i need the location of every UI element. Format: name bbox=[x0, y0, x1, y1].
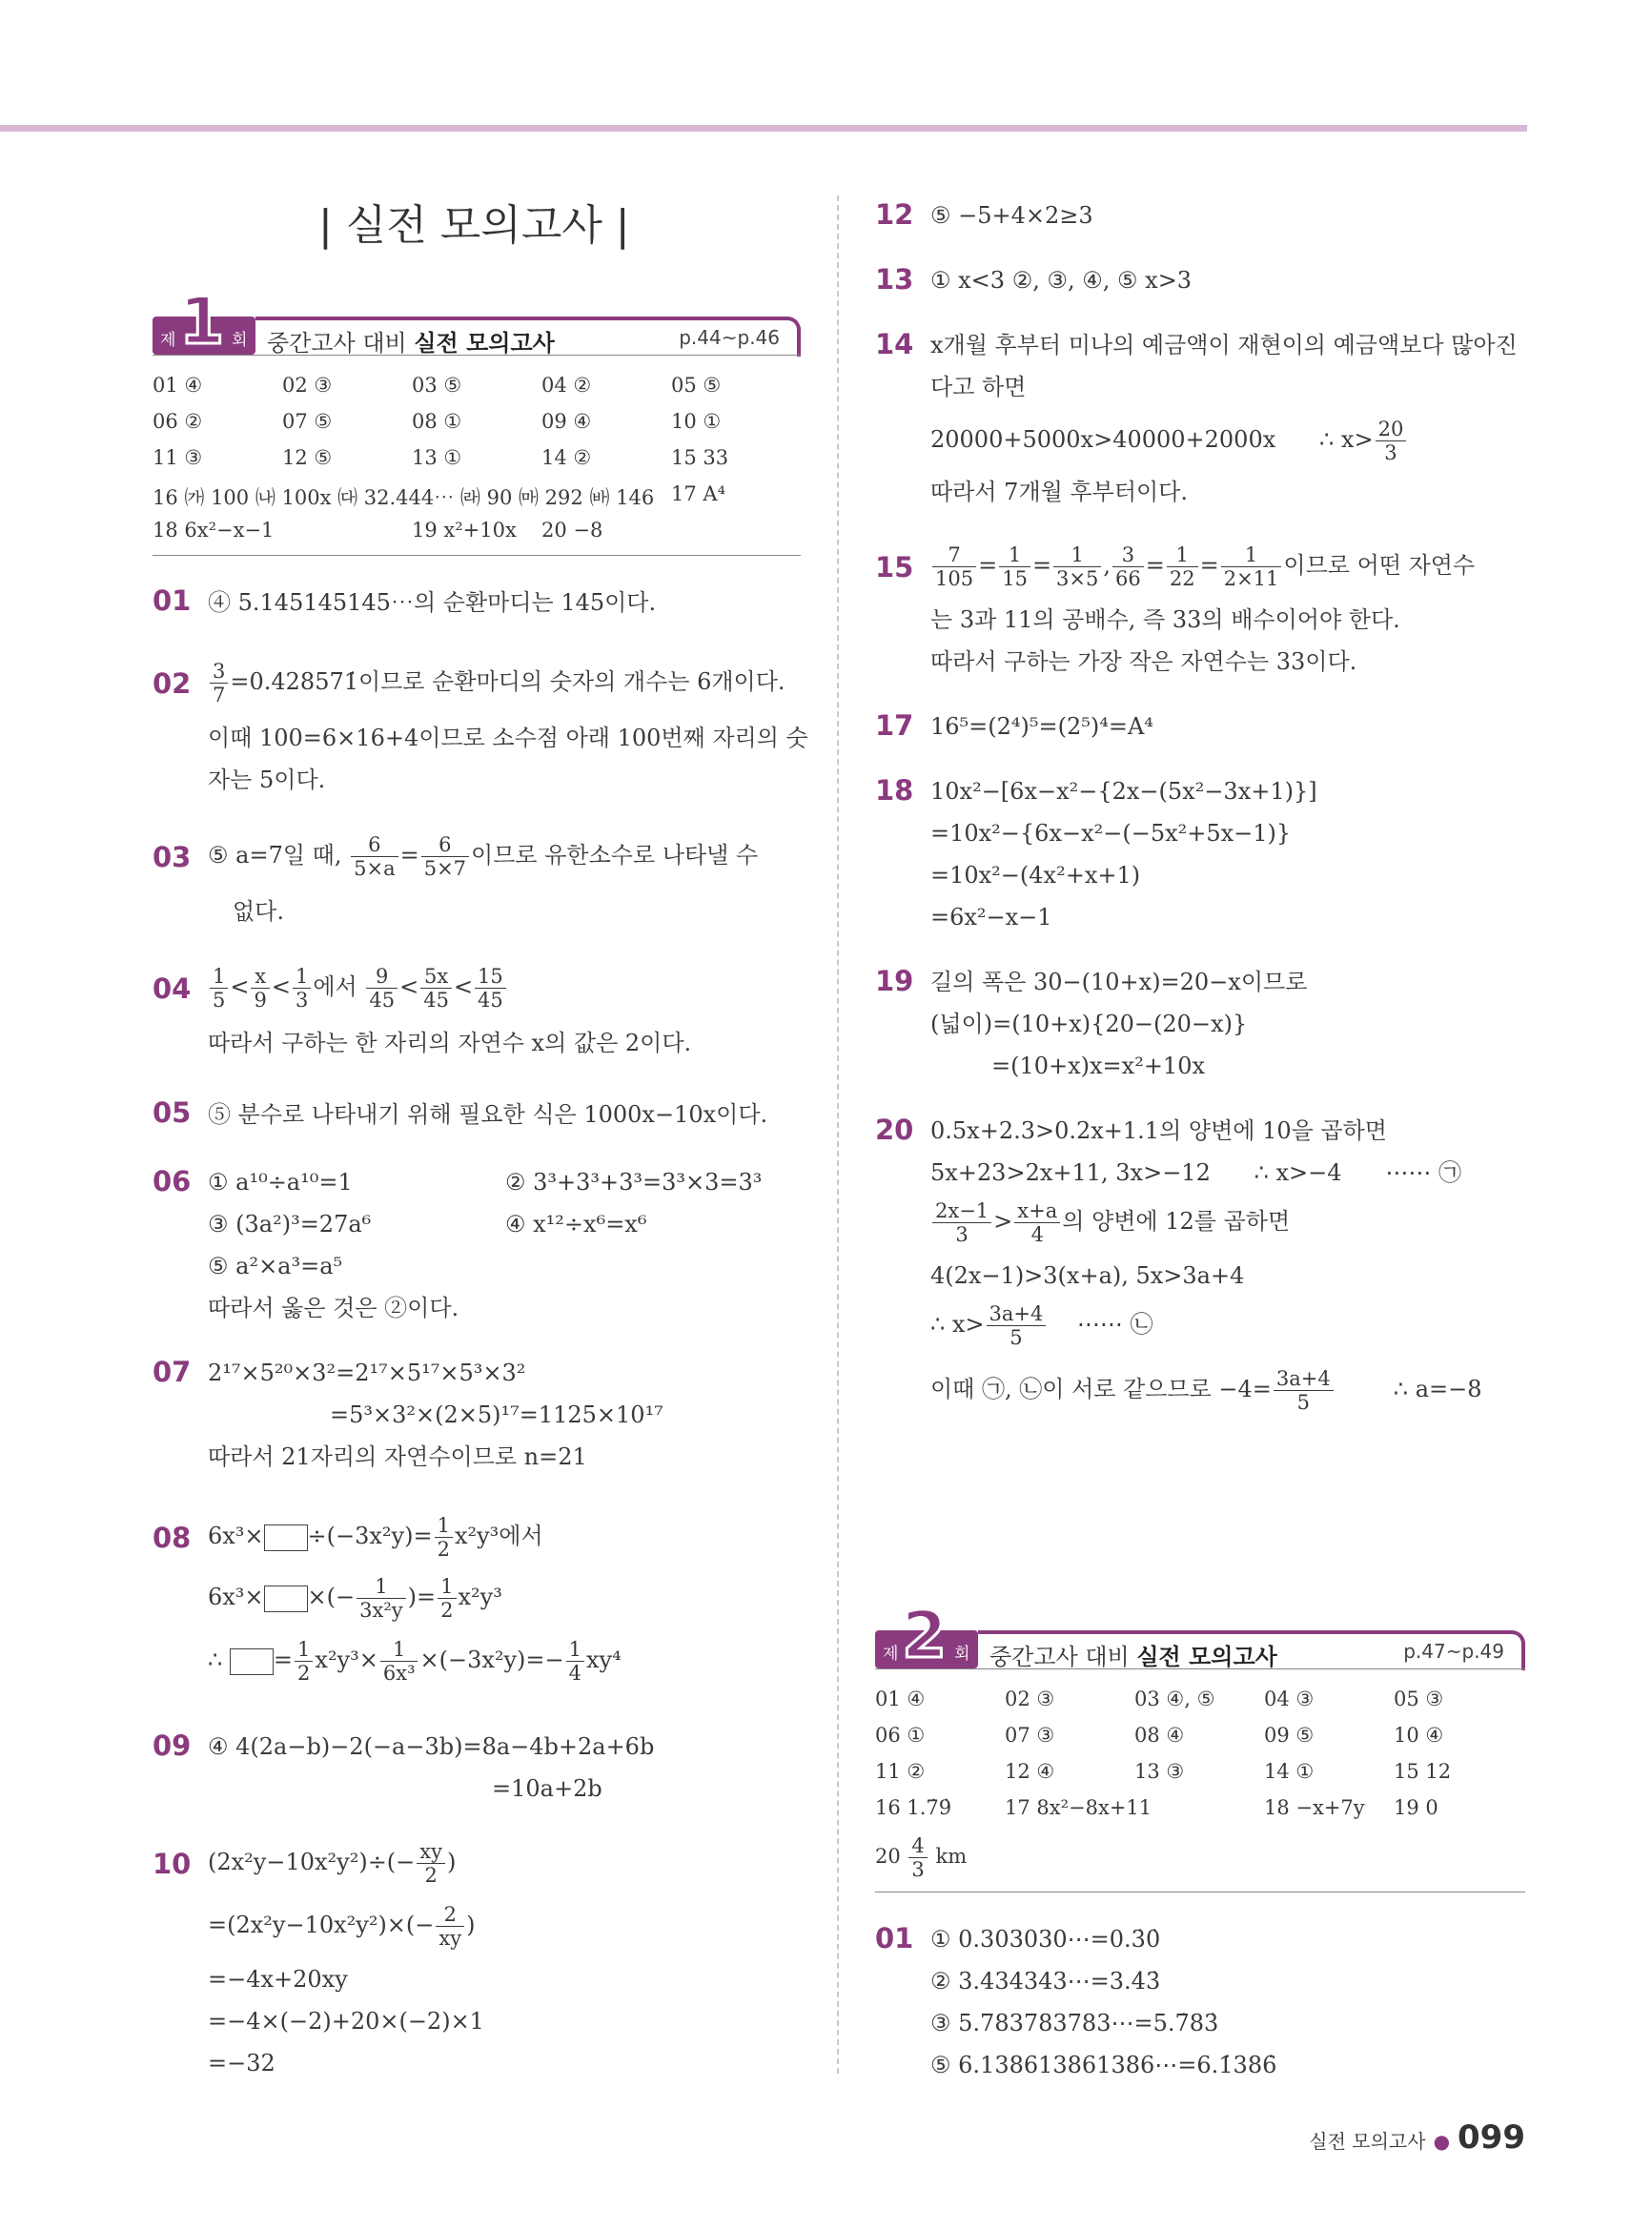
round-prefix: 제 bbox=[883, 1645, 899, 1664]
fraction bbox=[295, 1638, 313, 1685]
solution-text: ⑤ a=7일 때, bbox=[208, 842, 342, 869]
solution-text: =5³×3²×(2×5)¹⁷=1125×10¹⁷ bbox=[330, 1401, 663, 1428]
problem-number: 14 bbox=[875, 328, 914, 360]
fraction bbox=[1274, 1367, 1334, 1414]
solution-text: 이때 100=6×16+4이므로 소수점 아래 100번째 자리의 숫 bbox=[208, 725, 808, 751]
problem-number: 13 bbox=[875, 263, 914, 296]
numerator: 6 bbox=[351, 833, 398, 857]
problem-number: 04 bbox=[153, 972, 192, 1005]
section-title: | 실전 모의고사 | bbox=[318, 201, 630, 250]
solution-line bbox=[930, 418, 1408, 464]
solution-text: 6x³× bbox=[208, 1523, 264, 1549]
round-suffix: 회 bbox=[232, 331, 248, 350]
solution-text: 따라서 구하는 한 자리의 자연수 x의 값은 2이다. bbox=[208, 1030, 692, 1056]
solution-text: ÷(−3x²y)= bbox=[307, 1523, 433, 1549]
solution-text: 따라서 7개월 후부터이다. bbox=[930, 479, 1188, 505]
answer-item: 17 A⁴ bbox=[671, 482, 725, 505]
solution-text: =10x²−{6x−x²−(−5x²+5x−1)} bbox=[930, 820, 1292, 847]
denominator: 5 bbox=[213, 989, 226, 1012]
answer-item: 11 ② bbox=[875, 1760, 926, 1783]
problem-number: 10 bbox=[153, 1848, 192, 1880]
denominator: 2 bbox=[297, 1662, 311, 1685]
solution-text: ⑤ a²×a³=a⁵ bbox=[208, 1253, 343, 1279]
numerator: x bbox=[251, 965, 269, 989]
solution-text: xy⁴ bbox=[586, 1647, 622, 1673]
answer-item: 09 ⑤ bbox=[1264, 1724, 1315, 1747]
problem-number: 09 bbox=[153, 1729, 192, 1762]
denominator: 6x³ bbox=[382, 1662, 416, 1685]
denominator: 2×11 bbox=[1223, 567, 1279, 590]
numerator: 1 bbox=[1221, 543, 1282, 567]
solution-line bbox=[930, 1152, 1461, 1194]
solution-text: x개월 후부터 미나의 예금액이 재현이의 예금액보다 많아진 bbox=[930, 332, 1518, 358]
answer-item: 11 ③ bbox=[153, 446, 203, 469]
numerator: 3 bbox=[210, 660, 228, 684]
blank-box bbox=[264, 1586, 308, 1612]
title-prefix: 중간고사 대비 bbox=[267, 330, 407, 357]
problem-number: 05 bbox=[153, 1096, 192, 1129]
problem-number: 19 bbox=[875, 965, 914, 997]
solution-line bbox=[208, 660, 785, 706]
answer-item: 04 ③ bbox=[1264, 1688, 1315, 1710]
answer-item: 10 ① bbox=[671, 410, 722, 433]
answer-item: 08 ① bbox=[412, 410, 462, 433]
fraction bbox=[908, 1834, 927, 1881]
numerator: 5x bbox=[420, 965, 452, 989]
fraction bbox=[566, 1638, 584, 1685]
problem-number: 20 bbox=[875, 1114, 914, 1146]
fraction bbox=[380, 1638, 418, 1685]
solution-text: ③ (3a²)³=27a⁶ bbox=[208, 1211, 372, 1238]
title-prefix: 중간고사 대비 bbox=[989, 1644, 1130, 1670]
solution-text: 16⁵=(2⁴)⁵=(2⁵)⁴=A⁴ bbox=[930, 713, 1153, 740]
denominator: xy bbox=[438, 1927, 462, 1950]
denominator: 3 bbox=[911, 1858, 925, 1881]
solution-line bbox=[208, 1638, 622, 1685]
solution-text: 길의 폭은 30−(10+x)=20−x이므로 bbox=[930, 969, 1308, 995]
answer-item: 06 ② bbox=[153, 410, 203, 433]
solution-line bbox=[930, 1302, 1153, 1349]
denominator: 3 bbox=[955, 1223, 969, 1246]
answer-item: 16 ㈎ 100 ㈏ 100x ㈐ 32.444⋯ ㈑ 90 ㈒ 292 ㈓ 146 bbox=[153, 486, 655, 509]
test2-pages: p.47~p.49 bbox=[1403, 1640, 1504, 1663]
solution-text: 20000+5000x>40000+2000x bbox=[930, 426, 1276, 453]
answer-item: 07 ⑤ bbox=[282, 410, 333, 433]
numerator: 4 bbox=[908, 1834, 927, 1858]
fraction bbox=[1221, 543, 1282, 590]
top-color-bar bbox=[0, 125, 1527, 132]
solution-line: ⑤ a=7일 때, $\frac{6}{5\times a}$ = $\frac{6}{5\times 7}$ 이므로 유한소수로 나타낼 수 bbox=[208, 833, 759, 880]
solution-text: 10x²−[6x−x²−{2x−(5x²−3x+1)}] bbox=[930, 778, 1317, 805]
denominator: 7 bbox=[213, 684, 226, 706]
solution-text: 따라서 옳은 것은 ②이다. bbox=[208, 1295, 459, 1321]
problem-number: 01 bbox=[153, 584, 192, 617]
answer-item: 10 ④ bbox=[1394, 1724, 1444, 1747]
fraction bbox=[1112, 543, 1144, 590]
solution-line bbox=[208, 1514, 543, 1561]
solution-text: 4(2x−1)>3(x+a), 5x>3a+4 bbox=[930, 1262, 1245, 1289]
numerator: 2 bbox=[436, 1903, 464, 1927]
problem-number: 03 bbox=[153, 841, 192, 873]
denominator: 2 bbox=[440, 1599, 454, 1622]
fraction bbox=[1167, 543, 1198, 590]
solution-text: ① 0.303030⋯=0.3̇0̇ bbox=[930, 1926, 1161, 1953]
problem-number: 17 bbox=[875, 709, 914, 742]
fraction bbox=[435, 1514, 453, 1561]
answer-item: 16 1.7̇9̇ bbox=[875, 1796, 952, 1819]
denominator: 2 bbox=[437, 1538, 450, 1561]
fraction bbox=[1014, 1199, 1060, 1246]
numerator: 6 bbox=[421, 833, 469, 857]
denominator: 4 bbox=[568, 1662, 582, 1685]
answer-item: 19 0 bbox=[1394, 1796, 1438, 1819]
solution-text: ∴ x> bbox=[930, 1311, 985, 1338]
numerator: 3a+4 bbox=[1274, 1367, 1334, 1391]
solution-text: = bbox=[273, 1647, 294, 1673]
answer-item: 13 ③ bbox=[1134, 1760, 1185, 1783]
solution-text: 는 3과 11의 공배수, 즉 33의 배수이어야 한다. bbox=[930, 606, 1400, 633]
problem-number: 08 bbox=[153, 1522, 192, 1554]
solution-text: x²y³ bbox=[458, 1584, 502, 1610]
test2-header bbox=[875, 1598, 1525, 1673]
answer-item: 05 ⑤ bbox=[671, 374, 722, 397]
denominator: 105 bbox=[935, 567, 974, 590]
denominator: 66 bbox=[1115, 567, 1141, 590]
solution-text: ∴ x>−4 bbox=[1254, 1159, 1342, 1186]
answer-item: 03 ⑤ bbox=[412, 374, 462, 397]
solution-text: ① x<3 ②, ③, ④, ⑤ x>3 bbox=[930, 267, 1193, 294]
answer-label: 20 bbox=[875, 1845, 901, 1868]
solution-text: ⋯⋯ ㉡ bbox=[1076, 1311, 1153, 1338]
fraction bbox=[357, 1575, 406, 1622]
fraction bbox=[293, 965, 311, 1012]
answer-item: 15 33 bbox=[671, 446, 729, 469]
fraction bbox=[420, 965, 452, 1012]
numerator: x+a bbox=[1014, 1199, 1060, 1223]
solution-line bbox=[208, 1840, 456, 1887]
answer-item: 02 ③ bbox=[282, 374, 333, 397]
denominator: 5 bbox=[1010, 1326, 1023, 1349]
problem-number: 01 bbox=[875, 1922, 914, 1954]
solution-text: ② 3.434343⋯=3.4̇3̇ bbox=[930, 1968, 1161, 1995]
denominator: 3 bbox=[295, 989, 309, 1012]
fraction bbox=[366, 965, 398, 1012]
fraction bbox=[210, 660, 228, 706]
solution-text: ×(−3x²y)=− bbox=[419, 1647, 564, 1673]
solution-text: ) bbox=[466, 1912, 476, 1938]
solution-text: 0.5x+2.3>0.2x+1.1의 양변에 10을 곱하면 bbox=[930, 1117, 1387, 1144]
solution-text: ③ 5.783783783⋯=5.7̇83̇ bbox=[930, 2010, 1219, 2036]
solution-text: =10a+2b bbox=[492, 1775, 602, 1802]
solution-text: ∴ x> bbox=[1319, 426, 1374, 453]
numerator: 20 bbox=[1376, 418, 1407, 441]
solution-text: =−32 bbox=[208, 2050, 275, 2077]
fraction bbox=[932, 543, 976, 590]
blank-box bbox=[264, 1524, 308, 1551]
numerator: 1 bbox=[1053, 543, 1101, 567]
solution-text: (넓이)=(10+x){20−(20−x)} bbox=[930, 1011, 1248, 1037]
answer-item: 14 ① bbox=[1264, 1760, 1315, 1783]
fraction bbox=[1376, 418, 1407, 464]
numerator: 3a+4 bbox=[987, 1302, 1047, 1326]
solution-text: x²y³에서 bbox=[454, 1523, 543, 1549]
denominator: 45 bbox=[423, 989, 449, 1012]
numerator: xy bbox=[417, 1840, 445, 1864]
solution-text: ④ 4(2a−b)−2(−a−3b)=8a−4b+2a+6b bbox=[208, 1733, 655, 1760]
answer-item: 05 ③ bbox=[1394, 1688, 1444, 1710]
numerator: 1 bbox=[380, 1638, 418, 1662]
title-bold: 실전 모의고사 bbox=[1136, 1644, 1277, 1670]
fraction bbox=[421, 833, 469, 880]
header-rule bbox=[153, 355, 801, 356]
problem-number: 12 bbox=[875, 198, 914, 231]
denominator: 4 bbox=[1030, 1223, 1044, 1246]
round-suffix: 회 bbox=[954, 1645, 970, 1664]
answer-item: 20 −8 bbox=[541, 519, 603, 542]
solution-text: 의 양변에 12를 곱하면 bbox=[1062, 1208, 1291, 1235]
page-footer bbox=[1309, 2118, 1525, 2157]
fraction bbox=[351, 833, 398, 880]
column-divider bbox=[837, 195, 839, 2074]
solution-text: 이므로 유한소수로 나타낼 수 bbox=[471, 842, 759, 869]
fraction bbox=[210, 965, 228, 1012]
page-number: 099 bbox=[1458, 2118, 1525, 2157]
fraction bbox=[417, 1840, 445, 1887]
numerator: 9 bbox=[366, 965, 398, 989]
solution-text: ④ x¹²÷x⁶=x⁶ bbox=[505, 1211, 647, 1238]
solution-text: ⑤ 6.138613861386⋯=6.1̇386̇ bbox=[930, 2052, 1277, 2078]
solution-line: $\frac{7}{105}$ = $\frac{1}{15}$ = $\frac{1}{3\times 5}$ , $\frac{3}{66}$ = $\frac{1}{22}$ = $\frac{1}{2\times 11}$ 이므로 어떤 자연수 bbox=[930, 543, 1475, 590]
solution-text: =10x²−(4x²+x+1) bbox=[930, 862, 1141, 889]
solution-text: ② 3³+3³+3³=3³×3=3³ bbox=[505, 1169, 763, 1196]
solution-text: ⑤ −5+4×2≥3 bbox=[930, 202, 1093, 229]
fraction bbox=[1053, 543, 1101, 590]
denominator: 15 bbox=[1002, 567, 1028, 590]
title-bold: 실전 모의고사 bbox=[414, 330, 555, 357]
answer-item: 08 ④ bbox=[1134, 1724, 1185, 1747]
fraction bbox=[999, 543, 1030, 590]
solution-line: $\frac{1}{5}$ < $\frac{x}{9}$ < $\frac{1}{3}$ 에서 $\frac{9}{45}$ < $\frac{5x}{45}$ < $\frac{15}{45}$ bbox=[208, 965, 508, 1012]
solution-text: ① a¹⁰÷a¹⁰=1 bbox=[208, 1169, 353, 1196]
numerator: 1 bbox=[438, 1575, 456, 1599]
answer-item: 19 x²+10x bbox=[412, 519, 517, 542]
problem-number: 06 bbox=[153, 1165, 192, 1197]
denominator: 2 bbox=[424, 1864, 438, 1887]
numerator: 1 bbox=[357, 1575, 406, 1599]
answer-item: 15 12 bbox=[1394, 1760, 1452, 1783]
test1-pages: p.44~p.46 bbox=[679, 326, 780, 349]
solution-text: =6x²−x−1 bbox=[930, 904, 1052, 931]
denominator: 22 bbox=[1169, 567, 1195, 590]
bullet-icon: ● bbox=[1433, 2130, 1451, 2153]
answer-item: 12 ⑤ bbox=[282, 446, 333, 469]
solution-line: $\frac{2x-1}{3}$ > $\frac{x+a}{4}$ 의 양변에 12를 곱하면 bbox=[930, 1199, 1290, 1246]
denominator: 5×7 bbox=[423, 857, 467, 880]
test2-title bbox=[989, 1638, 1277, 1671]
denominator: 5×a bbox=[354, 857, 396, 880]
problem-number: 02 bbox=[153, 667, 192, 700]
numerator: 15 bbox=[475, 965, 506, 989]
fraction bbox=[438, 1575, 456, 1622]
answer-item: 09 ④ bbox=[541, 410, 592, 433]
solution-text: 따라서 구하는 가장 작은 자연수는 33이다. bbox=[930, 648, 1357, 675]
solution-line bbox=[208, 1903, 475, 1950]
denominator: 3×5 bbox=[1056, 567, 1099, 590]
round-number: 1 bbox=[179, 284, 225, 359]
solution-text: =(2x²y−10x²y²)×(− bbox=[208, 1912, 435, 1938]
numerator: 1 bbox=[210, 965, 228, 989]
solution-text: 이므로 어떤 자연수 bbox=[1283, 552, 1476, 579]
solution-text: 자는 5이다. bbox=[208, 767, 326, 793]
numerator: 7 bbox=[932, 543, 976, 567]
header-rule bbox=[875, 1668, 1525, 1669]
solution-text: 따라서 21자리의 자연수이므로 n=21 bbox=[208, 1443, 587, 1470]
solution-line bbox=[208, 1575, 502, 1622]
footer-label: 실전 모의고사 bbox=[1309, 2130, 1426, 2153]
answer-item: 01 ④ bbox=[153, 374, 203, 397]
denominator: 3 bbox=[1384, 441, 1397, 464]
solution-text: ⑤ 분수로 나타내기 위해 필요한 식은 1000x−10x이다. bbox=[208, 1101, 768, 1128]
numerator: 1 bbox=[435, 1514, 453, 1538]
answer-item bbox=[875, 1834, 967, 1881]
denominator: 3x²y bbox=[359, 1599, 403, 1622]
solution-text: (2x²y−10x²y²)÷(− bbox=[208, 1849, 416, 1875]
denominator: 45 bbox=[478, 989, 503, 1012]
numerator: 3 bbox=[1112, 543, 1144, 567]
fraction bbox=[932, 1199, 991, 1246]
answer-unit: km bbox=[935, 1845, 968, 1868]
numerator: 1 bbox=[566, 1638, 584, 1662]
solution-line bbox=[930, 1367, 1482, 1414]
test1-title bbox=[267, 324, 555, 358]
solution-text: 다고 하면 bbox=[930, 374, 1027, 400]
round-prefix: 제 bbox=[160, 331, 176, 350]
solution-text: =−4x+20xy bbox=[208, 1966, 348, 1993]
solution-text: =0.428571̇이므로 순환마디의 숫자의 개수는 6개이다. bbox=[230, 668, 785, 695]
round-number: 2 bbox=[902, 1598, 948, 1673]
problem-number: 15 bbox=[875, 551, 914, 583]
answer-item: 04 ② bbox=[541, 374, 592, 397]
problem-number: 18 bbox=[875, 774, 914, 807]
solution-text: ④ 5.145145145⋯의 순환마디는 145이다. bbox=[208, 589, 657, 616]
solution-text: 6x³× bbox=[208, 1584, 264, 1610]
answer-item: 14 ② bbox=[541, 446, 592, 469]
solution-text: 5x+23>2x+11, 3x>−12 bbox=[930, 1159, 1211, 1186]
numerator: 2x−1 bbox=[932, 1199, 991, 1223]
test1-header bbox=[153, 284, 801, 359]
fraction bbox=[475, 965, 506, 1012]
solution-text: ∴ a=−8 bbox=[1393, 1376, 1482, 1402]
solution-text: ∴ bbox=[208, 1647, 223, 1673]
solution-text: 없다. bbox=[233, 898, 284, 925]
denominator: 45 bbox=[369, 989, 396, 1012]
solution-text: ) bbox=[447, 1849, 457, 1875]
answer-item: 17 8x²−8x+11 bbox=[1005, 1796, 1152, 1819]
answer-item: 06 ① bbox=[875, 1724, 926, 1747]
answer-item: 07 ③ bbox=[1005, 1724, 1055, 1747]
answer-item: 13 ① bbox=[412, 446, 462, 469]
answer-item: 12 ④ bbox=[1005, 1760, 1055, 1783]
solution-text: 에서 bbox=[313, 973, 357, 1000]
answer-item: 01 ④ bbox=[875, 1688, 926, 1710]
solution-text: )= bbox=[407, 1584, 437, 1610]
solution-text: =−4×(−2)+20×(−2)×1 bbox=[208, 2008, 484, 2035]
answer-rule bbox=[153, 555, 801, 556]
solution-text: 2¹⁷×5²⁰×3²=2¹⁷×5¹⁷×5³×3² bbox=[208, 1360, 526, 1386]
fraction bbox=[251, 965, 269, 1012]
answer-item: 18 6x²−x−1 bbox=[153, 519, 275, 542]
denominator: 9 bbox=[254, 989, 267, 1012]
answer-item: 02 ③ bbox=[1005, 1688, 1055, 1710]
fraction bbox=[436, 1903, 464, 1950]
numerator: 1 bbox=[293, 965, 311, 989]
answer-item: 18 −x+7y bbox=[1264, 1796, 1365, 1819]
problem-number: 07 bbox=[153, 1356, 192, 1388]
answer-item: 03 ④, ⑤ bbox=[1134, 1688, 1215, 1710]
solution-text: 이때 ㉠, ㉡이 서로 같으므로 −4= bbox=[930, 1376, 1272, 1402]
solution-text: ×(− bbox=[307, 1584, 356, 1610]
blank-box bbox=[230, 1648, 274, 1675]
solution-text: ⋯⋯ ㉠ bbox=[1385, 1159, 1461, 1186]
fraction bbox=[987, 1302, 1047, 1349]
denominator: 5 bbox=[1296, 1391, 1311, 1414]
numerator: 1 bbox=[295, 1638, 313, 1662]
solution-text: x²y³× bbox=[315, 1647, 378, 1673]
solution-text: =(10+x)x=x²+10x bbox=[991, 1053, 1206, 1079]
numerator: 1 bbox=[999, 543, 1030, 567]
numerator: 1 bbox=[1167, 543, 1198, 567]
